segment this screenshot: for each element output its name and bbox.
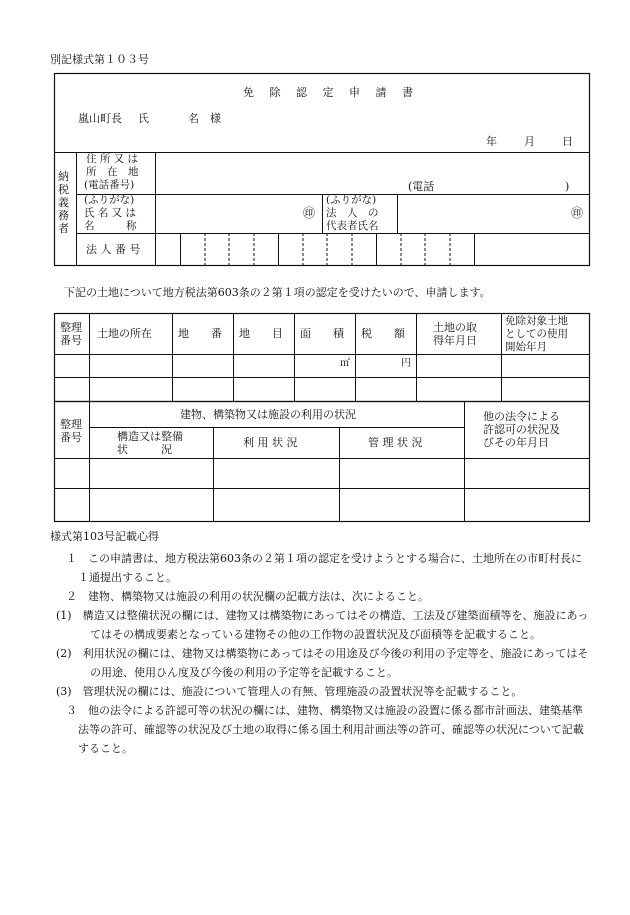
- form-title: 免 除 認 定 申 請 書: [243, 86, 419, 99]
- land-h-use-1: 免除対象土地: [505, 315, 568, 327]
- addressee-name: 嵐山町長: [78, 112, 122, 125]
- address-label-1: 住 所 又 は: [86, 153, 139, 165]
- corp-number-label: 法 人 番 号: [86, 243, 141, 256]
- date-year: 年: [486, 135, 497, 148]
- phone-close: ): [565, 180, 570, 193]
- date-day: 日: [562, 135, 573, 148]
- statement-text: 下記の土地について地方税法第603条の２第１項の認定を受けたいので、申請します。: [64, 286, 491, 299]
- bldg-h-management: 管 理 状 況: [368, 436, 423, 449]
- taxpayer-side-label: 納税義務者: [58, 170, 69, 235]
- land-h-lot: 地 番: [178, 327, 222, 340]
- bldg-h-usage: 利 用 状 況: [243, 436, 298, 449]
- note-2-3: (3) 管理状況の欄には、施設について管理人の有無、管理施設の設置状況等を記載すること。: [56, 685, 523, 698]
- land-h-acq-1: 土地の取: [433, 321, 477, 334]
- rep-label-1: (ふりがな): [326, 194, 377, 206]
- land-h-tax: 税 額: [361, 327, 405, 340]
- seal-icon-2: ㊞: [571, 206, 584, 220]
- land-h-location: 土地の所在: [97, 327, 152, 340]
- name-label-2: 氏 名 又 は: [84, 207, 137, 219]
- note-3: ３ 他の法令による許認可等の状況の欄には、建物、構築物又は施設の設置に係る都市計画法、建築基準法等の許可、確認等の状況及び土地の取得に係る国土利用計画法等の許可、確認等の状況について記載すること。: [66, 704, 584, 755]
- bldg-h-permit-3: びその年月日: [483, 436, 549, 449]
- addressee-mei: 名: [188, 112, 199, 125]
- address-label-3: (電話番号): [84, 179, 135, 191]
- land-h-use-3: 開始年月: [505, 341, 547, 353]
- addressee-shi: 氏: [138, 112, 149, 125]
- rep-label-3: 代表者氏名: [326, 220, 379, 232]
- note-1: １ この申請書は、地方税法第603条の２第１項の認定を受けようとする場合に、土地所在の市町村長に１通提出すること。: [66, 552, 582, 584]
- rep-label-2: 法 人 の: [326, 207, 379, 219]
- bldg-h-seiri-2: 番号: [60, 431, 82, 444]
- bldg-h-structure-2: 状 況: [117, 443, 172, 456]
- notes-title: 様式第103号記載心得: [50, 530, 159, 543]
- address-label-2: 所 在 地: [86, 166, 139, 178]
- land-h-seiri-2: 番号: [60, 334, 82, 347]
- land-h-area: 面 積: [300, 327, 344, 340]
- unit-tax: 円: [401, 358, 411, 369]
- note-2: ２ 建物、構築物又は施設の利用の状況欄の記載方法は、次によること。: [66, 590, 429, 603]
- bldg-h-permit-2: 許認可の状況及: [483, 423, 560, 436]
- date-month: 月: [524, 135, 535, 148]
- land-h-use-2: としての使用: [505, 328, 568, 340]
- notes-body: [50, 549, 590, 758]
- unit-area: ㎡: [340, 358, 350, 369]
- form-id: 別記様式第１０３号: [50, 53, 149, 66]
- bldg-h-permit-1: 他の法令による: [483, 410, 560, 423]
- name-label-3: 名 称: [84, 220, 137, 232]
- phone-label: (電話: [408, 180, 435, 193]
- name-label-1: (ふりがな): [84, 194, 135, 206]
- bldg-h-group: 建物、構築物又は施設の利用の状況: [180, 408, 356, 421]
- land-h-acq-2: 得年月日: [433, 334, 477, 347]
- bldg-h-seiri-1: 整理: [60, 418, 82, 431]
- addressee-sama: 様: [210, 112, 221, 125]
- note-2-1: (1) 構造又は整備状況の欄には、建物又は構築物にあってはその構造、工法及び建築面積等を、施設にあってはその構成要素となっている建物その他の工作物の設置状況及び面積等を記載すること。: [56, 609, 589, 641]
- bldg-h-structure-1: 構造又は整備: [117, 430, 183, 443]
- seal-icon: ㊞: [303, 206, 316, 220]
- note-2-2: (2) 利用状況の欄には、建物又は構築物にあってはその用途及び今後の利用の予定等を、施設にあってはその用途、使用ひん度及び今後の利用の予定等を記載すること。: [56, 647, 589, 679]
- land-h-seiri-1: 整理: [60, 321, 82, 334]
- land-h-category: 地 目: [239, 327, 283, 340]
